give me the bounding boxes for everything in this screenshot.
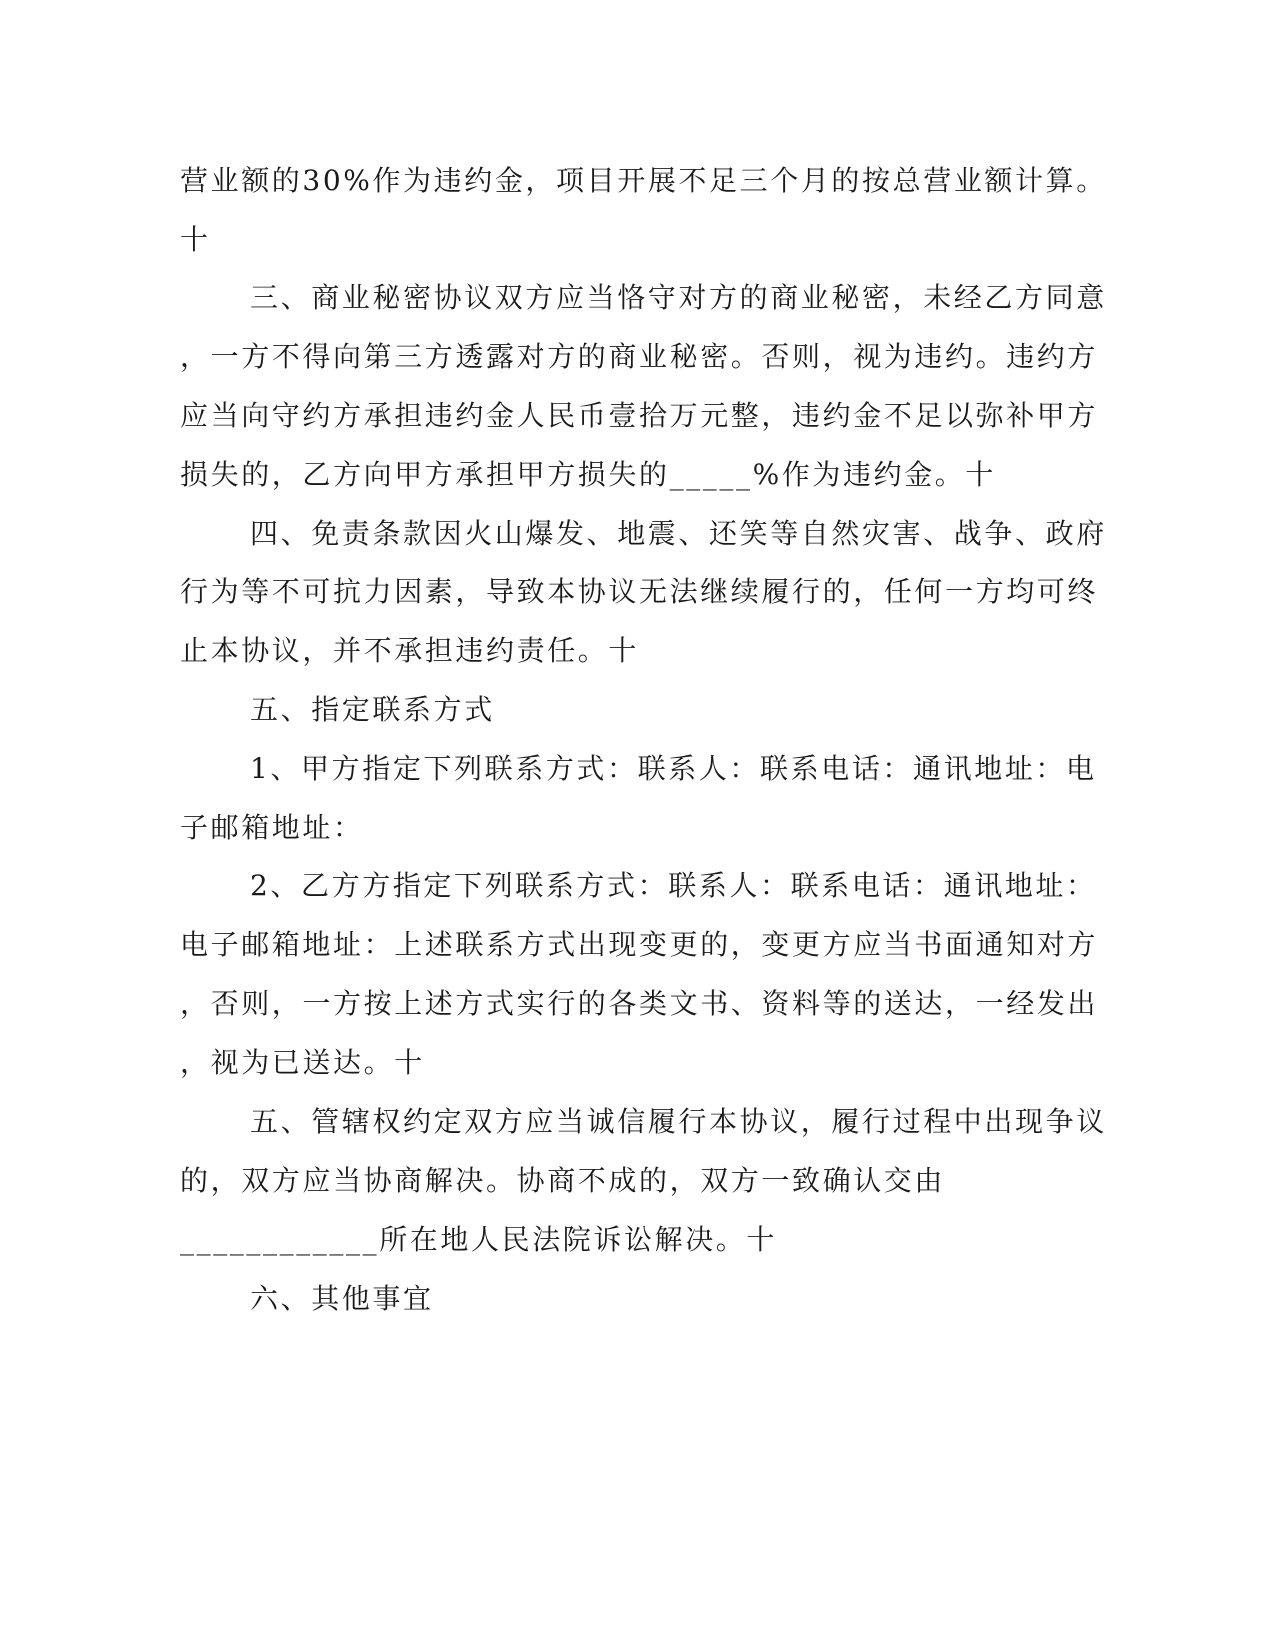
text-line: ____________所在地人民法院诉讼解决。十 xyxy=(180,1223,778,1256)
text-line: 2、乙方方指定下列联系方式：联系人：联系电话：通讯地址： xyxy=(250,869,1097,902)
text-line: 损失的，乙方向甲方承担甲方损失的_____%作为违约金。十 xyxy=(180,458,997,491)
text-line: 应当向守约方承担违约金人民币壹拾万元整，违约金不足以弥补甲方 xyxy=(180,399,1099,432)
text-line: 行为等不可抗力因素，导致本协议无法继续履行的，任何一方均可终 xyxy=(180,575,1099,608)
text-line: 的，双方应当协商解决。协商不成的，双方一致确认交由 xyxy=(180,1164,946,1197)
text-line: ，否则，一方按上述方式实行的各类文书、资料等的送达，一经发出 xyxy=(180,987,1099,1020)
text-line: 五、管辖权约定双方应当诚信履行本协议，履行过程中出现争议 xyxy=(250,1105,1107,1138)
section-heading: 六、其他事宜 xyxy=(250,1282,434,1315)
section-heading: 五、指定联系方式 xyxy=(250,693,495,726)
text-line: 三、商业秘密协议双方应当恪守对方的商业秘密，未经乙方同意 xyxy=(250,281,1107,314)
text-line: 止本协议，并不承担违约责任。十 xyxy=(180,634,640,667)
text-line: ，一方不得向第三方透露对方的商业秘密。否则，视为违约。违约方 xyxy=(180,340,1099,373)
text-line: 子邮箱地址： xyxy=(180,811,364,844)
text-line: 十 xyxy=(180,223,211,256)
text-line: 1、甲方指定下列联系方式：联系人：联系电话：通讯地址：电 xyxy=(250,752,1097,785)
text-line: 电子邮箱地址：上述联系方式出现变更的，变更方应当书面通知对方 xyxy=(180,928,1099,961)
text-line: 四、免责条款因火山爆发、地震、还笑等自然灾害、战争、政府 xyxy=(250,517,1107,550)
text-line: ，视为已送达。十 xyxy=(180,1046,425,1079)
text-line: 营业额的30%作为违约金，项目开展不足三个月的按总营业额计算。 xyxy=(180,164,1107,197)
